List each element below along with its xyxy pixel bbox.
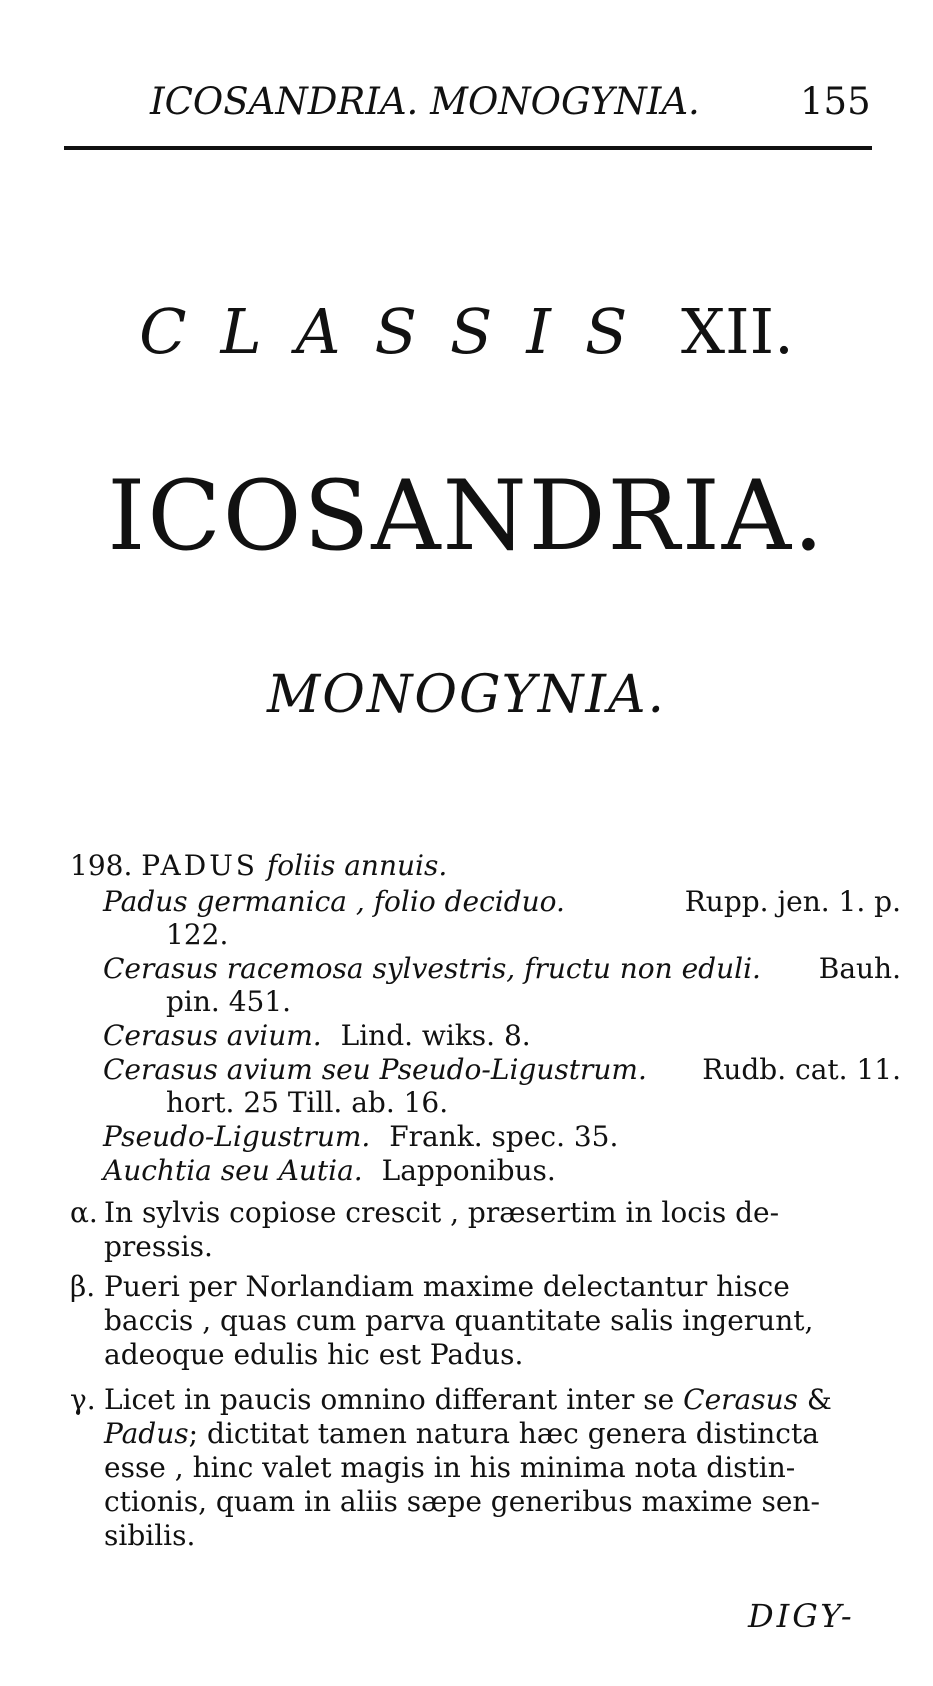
note-text: Licet in paucis omnino differant inter se bbox=[104, 1383, 675, 1416]
synonym-name: Cerasus racemosa sylvestris, fructu non eduli. bbox=[103, 952, 761, 985]
synonym-line bbox=[103, 885, 901, 918]
note-line bbox=[104, 1383, 832, 1416]
classis-heading bbox=[0, 295, 933, 368]
note-line: pressis. bbox=[104, 1230, 213, 1263]
page-number: 155 bbox=[800, 80, 871, 123]
synonym-reference: Lind. wiks. 8. bbox=[340, 1019, 531, 1052]
note-line: esse , hinc valet magis in his minima nota distin- bbox=[104, 1451, 796, 1484]
synonym-name: Auchtia seu Autia. bbox=[103, 1154, 363, 1187]
running-title: ICOSANDRIA. MONOGYNIA. bbox=[150, 80, 700, 123]
synonym-continuation: hort. 25 Till. ab. 16. bbox=[166, 1086, 449, 1119]
synonym-reference: Bauh. bbox=[818, 952, 901, 985]
ampersand: & bbox=[806, 1383, 832, 1416]
catchword: DIGY- bbox=[748, 1597, 855, 1635]
note-line: ctionis, quam in aliis sæpe generibus maxime sen- bbox=[104, 1485, 820, 1518]
header-rule bbox=[64, 146, 872, 150]
entry-heading bbox=[70, 849, 448, 882]
synonym-continuation: pin. 451. bbox=[166, 985, 292, 1018]
synonym-name: Pseudo-Ligustrum. bbox=[103, 1120, 371, 1153]
note-line bbox=[104, 1196, 872, 1229]
genus-reference: Padus bbox=[104, 1417, 189, 1450]
synonym-reference: Frank. spec. 35. bbox=[389, 1120, 619, 1153]
genus-name: PADUS bbox=[141, 849, 258, 882]
synonym-line bbox=[103, 952, 901, 985]
note-mark-beta: β. bbox=[70, 1270, 96, 1303]
note-line: sibilis. bbox=[104, 1519, 196, 1552]
entry-diagnosis: foliis annuis. bbox=[266, 849, 448, 882]
genus-reference: Cerasus bbox=[683, 1383, 798, 1416]
note-text: ; dictitat tamen natura hæc genera distincta bbox=[188, 1417, 819, 1450]
synonym-reference: Rudb. cat. 11. bbox=[702, 1053, 901, 1086]
order-heading: MONOGYNIA. bbox=[266, 665, 667, 725]
classis-word: CLASSIS bbox=[139, 295, 662, 368]
synonym-name: Padus germanica , folio deciduo. bbox=[103, 885, 565, 918]
synonym-name: Cerasus avium. bbox=[103, 1019, 322, 1052]
synonym-continuation: 122. bbox=[166, 918, 229, 951]
synonym-name: Cerasus avium seu Pseudo-Ligustrum. bbox=[103, 1053, 647, 1086]
note-line: Pueri per Norlandiam maxime delectantur hisce bbox=[104, 1270, 790, 1303]
note-text: In sylvis copiose crescit , præsertim in locis de- bbox=[104, 1196, 780, 1229]
entry-number: 198. bbox=[70, 849, 133, 882]
synonym-line bbox=[103, 1154, 556, 1187]
classis-numeral: XII. bbox=[681, 295, 794, 368]
note-line: adeoque edulis hic est Padus. bbox=[104, 1338, 524, 1371]
class-name: ICOSANDRIA. bbox=[107, 460, 826, 572]
note-line bbox=[104, 1417, 819, 1450]
synonym-line bbox=[103, 1019, 531, 1052]
note-mark-alpha: α. bbox=[70, 1196, 98, 1229]
synonym-reference: Rupp. jen. 1. p. bbox=[684, 885, 901, 918]
note-line: baccis , quas cum parva quantitate salis ingerunt, bbox=[104, 1304, 814, 1337]
note-mark-gamma: γ. bbox=[70, 1383, 96, 1416]
synonym-reference: Lapponibus. bbox=[381, 1154, 556, 1187]
synonym-line bbox=[103, 1120, 619, 1153]
synonym-line bbox=[103, 1053, 901, 1086]
